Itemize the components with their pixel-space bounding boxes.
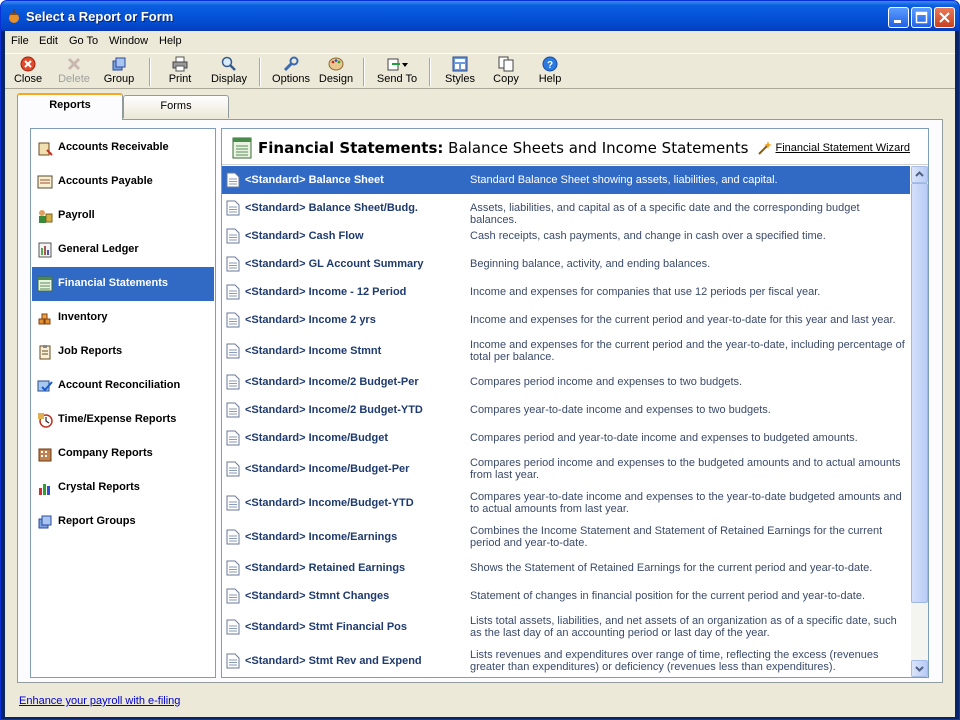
title-bar[interactable] — [1, 1, 959, 31]
report-document-icon — [226, 343, 240, 359]
display-button[interactable]: Display — [209, 56, 249, 88]
general-ledger-icon — [37, 242, 53, 258]
report-document-icon — [226, 402, 240, 418]
scroll-thumb[interactable] — [911, 183, 928, 603]
sidebar-item-label: Accounts Receivable — [58, 141, 169, 153]
chevron-down-icon — [912, 661, 927, 676]
sidebar-item-label: Financial Statements — [58, 277, 169, 289]
report-document-icon — [226, 228, 240, 244]
report-description: Shows the Statement of Retained Earnings for the current period and year-to-date. — [470, 562, 873, 574]
inventory-icon — [37, 310, 53, 326]
report-row[interactable] — [222, 334, 910, 368]
sidebar-item-report-groups[interactable] — [32, 505, 214, 539]
sidebar-item-label: General Ledger — [58, 243, 139, 255]
report-name: <Standard> Income/2 Budget-YTD — [245, 403, 423, 416]
report-document-icon — [226, 284, 240, 300]
report-row[interactable] — [222, 554, 910, 582]
report-document-icon — [226, 619, 240, 635]
report-description: Lists total assets, liabilities, and net assets of an organization as of a specific date, such as the last day of an accounting period or last day of the year. — [470, 615, 897, 639]
close-icon — [20, 56, 36, 72]
report-document-icon — [226, 560, 240, 576]
report-row[interactable] — [222, 306, 910, 334]
sidebar-item-inventory[interactable] — [32, 301, 214, 335]
report-row[interactable] — [222, 166, 910, 194]
payroll-icon — [37, 208, 53, 224]
magnifier-icon — [221, 56, 237, 72]
help-icon — [542, 56, 558, 72]
crystal-reports-icon — [37, 480, 53, 496]
report-row[interactable] — [222, 222, 910, 250]
report-name: <Standard> Balance Sheet/Budg. — [245, 201, 418, 214]
report-document-icon — [226, 653, 240, 669]
time-expense-icon — [37, 412, 53, 428]
report-name: <Standard> Income/Budget — [245, 431, 389, 444]
accounts-receivable-icon — [37, 140, 53, 156]
report-name: <Standard> Income/Earnings — [245, 530, 398, 543]
group-button[interactable]: Group — [101, 56, 137, 88]
group-icon — [111, 56, 127, 72]
report-row[interactable] — [222, 486, 910, 520]
report-name: <Standard> Cash Flow — [245, 229, 364, 242]
report-row[interactable] — [222, 424, 910, 452]
delete-button[interactable]: Delete — [55, 56, 93, 88]
sidebar-item-company-reports[interactable] — [32, 437, 214, 471]
sidebar-item-financial-statements[interactable] — [32, 267, 214, 301]
app-acorn-icon — [6, 8, 22, 24]
report-name: <Standard> Income/Budget-Per — [245, 462, 410, 475]
sidebar-item-label: Payroll — [58, 209, 95, 221]
styles-button[interactable]: Styles — [443, 56, 477, 88]
wrench-icon — [283, 56, 299, 72]
report-description: Assets, liabilities, and capital as of a specific date and the corresponding budget balances. — [470, 202, 860, 226]
toolbar-separator — [429, 58, 431, 86]
report-description: Compares period income and expenses to two budgets. — [470, 376, 743, 388]
report-row[interactable] — [222, 396, 910, 424]
report-name: <Standard> Stmt Rev and Expend — [245, 654, 422, 667]
report-row[interactable] — [222, 644, 910, 677]
design-button[interactable]: Design — [317, 56, 355, 88]
report-name: <Standard> Stmnt Changes — [245, 589, 390, 602]
sidebar-item-label: Account Reconciliation — [58, 379, 181, 391]
sidebar-item-account-reconciliation[interactable] — [32, 369, 214, 403]
report-description: Compares year-to-date income and expenses to the year-to-date budgeted amounts and to actual amounts from last year. — [470, 491, 902, 515]
report-row[interactable] — [222, 194, 910, 226]
report-groups-icon — [37, 514, 53, 530]
report-description: Statement of changes in financial position for the current period and year-to-date. — [470, 590, 866, 602]
sidebar-item-accounts-payable[interactable] — [32, 165, 214, 199]
account-reconciliation-icon — [37, 378, 53, 394]
report-name: <Standard> Income 2 yrs — [245, 313, 376, 326]
payroll-efiling-link[interactable]: Enhance your payroll with e-filing — [19, 695, 181, 707]
report-description: Cash receipts, cash payments, and change in cash over a specified time. — [470, 230, 826, 242]
report-description: Income and expenses for the current period and the year-to-date, including percentage of total per balance. — [470, 339, 905, 363]
help-button[interactable]: ? Help — [535, 56, 565, 88]
print-button[interactable]: Print — [165, 56, 195, 88]
delete-icon — [66, 56, 82, 72]
toolbar-separator — [259, 58, 261, 86]
sidebar-item-general-ledger[interactable] — [32, 233, 214, 267]
financial-statement-ledger-icon — [232, 137, 252, 159]
report-name: <Standard> Retained Earnings — [245, 561, 406, 574]
accounts-payable-icon — [37, 174, 53, 190]
report-row[interactable] — [222, 368, 910, 396]
svg-text:?: ? — [546, 60, 554, 71]
report-row[interactable] — [222, 250, 910, 278]
report-document-icon — [226, 312, 240, 328]
sidebar-item-job-reports[interactable] — [32, 335, 214, 369]
send-to-button[interactable]: Send To — [375, 56, 419, 88]
close-x-icon — [938, 11, 951, 24]
menu-help[interactable]: Help — [159, 35, 182, 47]
maximize-icon — [915, 11, 928, 24]
report-description: Beginning balance, activity, and ending balances. — [470, 258, 711, 270]
sidebar-item-label: Report Groups — [58, 515, 136, 527]
menu-file[interactable]: File — [11, 35, 29, 47]
sidebar-item-label: Crystal Reports — [58, 481, 140, 493]
content-header — [222, 129, 928, 165]
sidebar-item-time-expense-reports[interactable] — [32, 403, 214, 437]
minimize-button[interactable] — [888, 7, 909, 28]
report-description: Compares period and year-to-date income and expenses to budgeted amounts. — [470, 432, 858, 444]
report-document-icon — [226, 588, 240, 604]
window-title: Select a Report or Form — [26, 9, 174, 24]
report-document-icon — [226, 256, 240, 272]
report-content-pane — [221, 128, 929, 678]
print-icon — [172, 56, 188, 72]
report-description: Lists revenues and expenditures over range of time, reflecting the excess (revenues greater than expenditures) or deficiency (revenues less than expenditures). — [470, 649, 879, 673]
company-reports-icon — [37, 446, 53, 462]
close-button[interactable]: Close — [11, 56, 45, 88]
window-client-area — [5, 31, 955, 717]
menu-bar — [5, 31, 955, 53]
tab-reports[interactable]: Reports — [17, 93, 123, 120]
report-description: Standard Balance Sheet showing assets, liabilities, and capital. — [470, 174, 778, 186]
options-button[interactable]: Options — [271, 56, 311, 88]
sidebar-item-crystal-reports[interactable] — [32, 471, 214, 505]
report-list-scrollbar[interactable] — [911, 166, 928, 677]
maximize-button[interactable] — [911, 7, 932, 28]
tab-forms[interactable]: Forms — [123, 95, 229, 118]
report-description: Compares year-to-date income and expenses to two budgets. — [470, 404, 771, 416]
sidebar-item-payroll[interactable] — [32, 199, 214, 233]
report-name: <Standard> Income Stmnt — [245, 344, 382, 357]
report-row[interactable] — [222, 520, 910, 554]
sidebar-item-label: Time/Expense Reports — [58, 413, 177, 425]
sidebar-item-label: Company Reports — [58, 447, 153, 459]
report-name: <Standard> Stmt Financial Pos — [245, 620, 407, 633]
report-document-icon — [226, 529, 240, 545]
palette-icon — [328, 56, 344, 72]
report-name: <Standard> Balance Sheet — [245, 173, 384, 186]
sidebar-item-label: Inventory — [58, 311, 108, 323]
status-bar — [5, 689, 955, 717]
report-document-icon — [226, 430, 240, 446]
styles-icon — [452, 56, 468, 72]
content-title: Financial Statements: Balance Sheets and Income Statements — [258, 139, 749, 157]
sidebar-item-label: Job Reports — [58, 345, 123, 357]
menu-edit[interactable]: Edit — [39, 35, 58, 47]
job-reports-icon — [37, 344, 53, 360]
report-name: <Standard> Income - 12 Period — [245, 285, 407, 298]
report-document-icon — [226, 172, 240, 188]
financial-statement-wizard-link[interactable]: Financial Statement Wizard — [776, 142, 911, 154]
toolbar — [5, 53, 955, 89]
menu-goto[interactable]: Go To — [69, 35, 99, 47]
report-document-icon — [226, 495, 240, 511]
reports-tab-panel — [17, 119, 943, 683]
report-area-list — [30, 128, 216, 678]
report-name: <Standard> Income/2 Budget-Per — [245, 375, 419, 388]
wizard-wand-icon — [757, 140, 773, 156]
copy-icon — [498, 56, 514, 72]
report-document-icon — [226, 374, 240, 390]
report-name: <Standard> Income/Budget-YTD — [245, 496, 414, 509]
report-description: Combines the Income Statement and Statement of Retained Earnings for the current period and year-to-date. — [470, 525, 883, 549]
report-row[interactable] — [222, 278, 910, 306]
report-description: Income and expenses for companies that use 12 periods per fiscal year. — [470, 286, 821, 298]
menu-window[interactable]: Window — [109, 35, 149, 47]
report-description: Income and expenses for the current period and year-to-date for this year and last year. — [470, 314, 896, 326]
minimize-icon — [892, 11, 905, 24]
copy-button[interactable]: Copy — [491, 56, 521, 88]
report-row[interactable] — [222, 452, 910, 486]
report-document-icon — [226, 200, 240, 216]
send-to-icon — [386, 56, 408, 72]
chevron-up-icon — [912, 167, 927, 182]
scroll-down-button[interactable] — [911, 660, 928, 677]
report-name: <Standard> GL Account Summary — [245, 257, 424, 270]
report-row[interactable] — [222, 610, 910, 644]
scroll-up-button[interactable] — [911, 166, 928, 183]
toolbar-separator — [149, 58, 151, 86]
report-list — [222, 166, 910, 677]
toolbar-separator — [363, 58, 365, 86]
sidebar-item-label: Accounts Payable — [58, 175, 153, 187]
report-document-icon — [226, 461, 240, 477]
report-description: Compares period income and expenses to the budgeted amounts and to actual amounts from last year. — [470, 457, 901, 481]
close-window-button[interactable] — [934, 7, 955, 28]
report-row[interactable] — [222, 582, 910, 610]
financial-statements-icon — [37, 276, 53, 292]
sidebar-item-accounts-receivable[interactable] — [32, 131, 214, 165]
